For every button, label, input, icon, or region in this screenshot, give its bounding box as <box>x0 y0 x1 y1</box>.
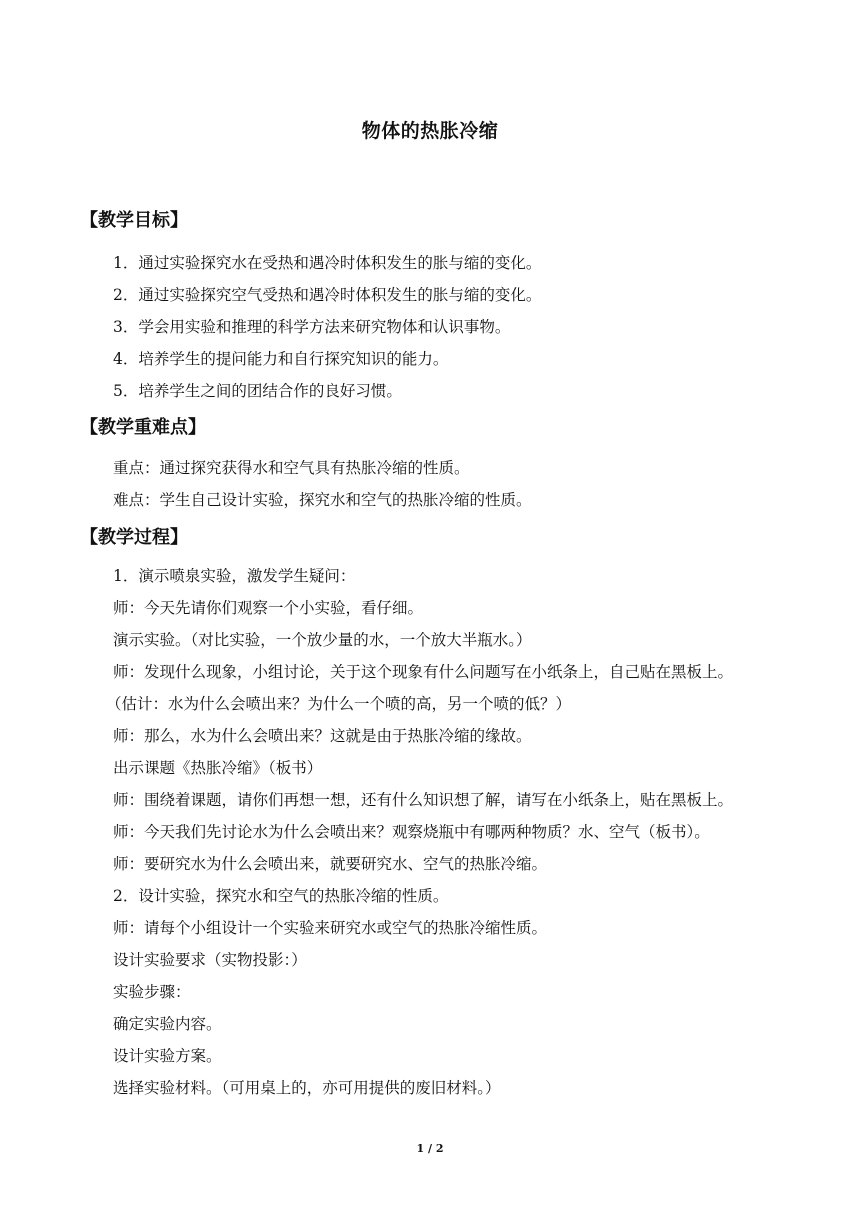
page-number: 1 / 2 <box>416 1142 444 1155</box>
process-item: 出示课题《热胀冷缩》（板书） <box>113 759 323 777</box>
document-title: 物体的热胀冷缩 <box>361 120 499 142</box>
process-item: （估计：水为什么会喷出来？为什么一个喷的高，另一个喷的低？） <box>106 695 572 713</box>
process-item: 设计实验方案。 <box>113 1047 222 1065</box>
goal-item: 1．通过实验探究水在受热和遇冷时体积发生的胀与缩的变化。 <box>113 254 542 272</box>
section-heading-key-points: 【教学重难点】 <box>80 417 206 438</box>
goal-item: 2．通过实验探究空气受热和遇冷时体积发生的胀与缩的变化。 <box>113 286 542 304</box>
process-item: 设计实验要求（实物投影：） <box>113 951 307 969</box>
process-item: 师：今天先请你们观察一个小实验，看仔细。 <box>113 599 424 617</box>
goal-item: 3．学会用实验和推理的科学方法来研究物体和认识事物。 <box>113 318 511 336</box>
process-item: 1．演示喷泉实验，激发学生疑问： <box>113 567 356 585</box>
section-heading-goals: 【教学目标】 <box>80 210 188 231</box>
key-point-item: 难点：学生自己设计实验，探究水和空气的热胀冷缩的性质。 <box>113 491 532 509</box>
process-item: 2．设计实验，探究水和空气的热胀冷缩的性质。 <box>113 887 449 905</box>
section-heading-process: 【教学过程】 <box>80 527 188 548</box>
process-item: 师：今天我们先讨论水为什么会喷出来？观察烧瓶中有哪两种物质？水、空气（板书）。 <box>113 823 710 841</box>
process-item: 师：请每个小组设计一个实验来研究水或空气的热胀冷缩性质。 <box>113 919 548 937</box>
key-point-item: 重点：通过探究获得水和空气具有热胀冷缩的性质。 <box>113 459 470 477</box>
process-item: 演示实验。（对比实验，一个放少量的水，一个放大半瓶水。） <box>113 631 532 649</box>
goal-item: 4．培养学生的提问能力和自行探究知识的能力。 <box>113 350 449 368</box>
goal-item: 5．培养学生之间的团结合作的良好习惯。 <box>113 382 402 400</box>
process-item: 确定实验内容。 <box>113 1015 222 1033</box>
process-item: 师：要研究水为什么会喷出来，就要研究水、空气的热胀冷缩。 <box>113 855 548 873</box>
process-item: 选择实验材料。（可用桌上的，亦可用提供的废旧材料。） <box>113 1079 501 1097</box>
process-item: 师：发现什么现象，小组讨论，关于这个现象有什么问题写在小纸条上，自己贴在黑板上。 <box>113 663 734 681</box>
process-item: 师：那么，水为什么会喷出来？这就是由于热胀冷缩的缘故。 <box>113 727 532 745</box>
process-item: 实验步骤： <box>113 983 191 1001</box>
process-item: 师：围绕着课题，请你们再想一想，还有什么知识想了解，请写在小纸条上，贴在黑板上。 <box>113 791 734 809</box>
